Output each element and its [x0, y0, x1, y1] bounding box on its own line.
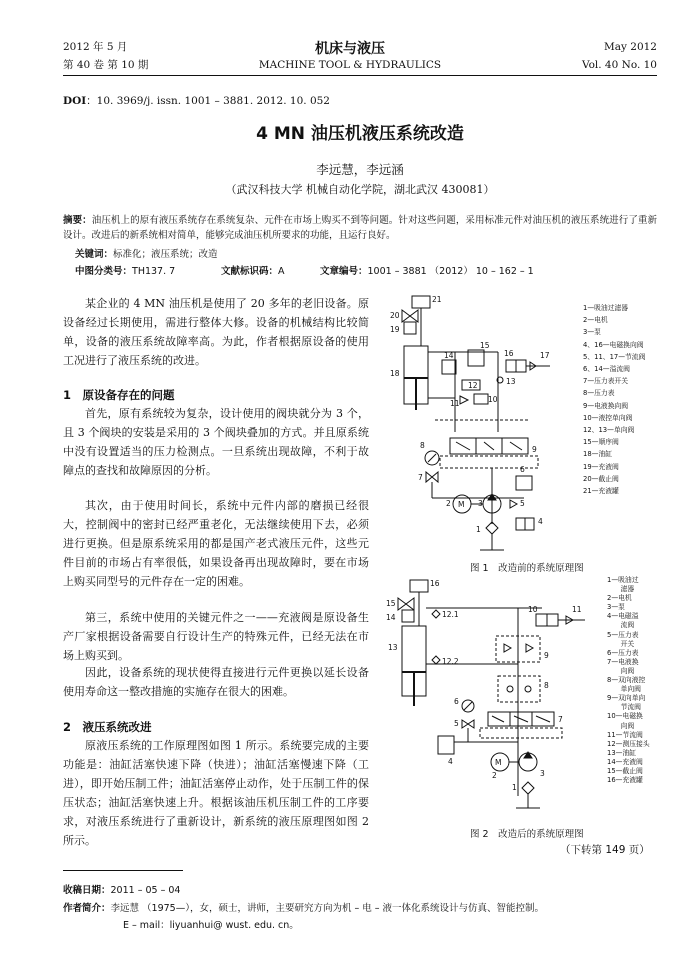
author-email: E – mail：liyuanhui@ wust. edu. cn。	[123, 920, 299, 931]
classification-doc: 文献标识码：A	[221, 266, 285, 277]
paper-authors: 李远慧，李远涵	[316, 162, 404, 177]
fig1-throttle-5	[510, 500, 517, 508]
fig1-relief-6	[516, 476, 532, 490]
fig1-label-7: 7	[418, 473, 423, 482]
fig1-fill-valve-19	[404, 322, 416, 334]
fig2-test-point-12-1	[432, 610, 440, 618]
fig2-label-14: 14	[386, 613, 396, 622]
fig1-label-19: 19	[390, 325, 400, 334]
fig2-label-3: 3	[540, 769, 545, 778]
fig2-stop-valve-15	[398, 598, 414, 610]
paragraph-1: 某企业的 4 MN 油压机是使用了 20 多年的老旧设备。原设备经过长期使用，需进行整体大修。设备的机械结构比较简单，设备的液压系统故障率高。为此，作者根据原设备的使用工况进行了液压系统的改进。	[63, 297, 369, 367]
fig1-label-18: 18	[390, 369, 400, 378]
classification-article: 文章编号：1001 – 3881 （2012） 10 – 162 – 1	[320, 266, 534, 277]
fig2-tank-16	[410, 580, 428, 592]
fig2-labels	[386, 579, 582, 792]
paragraph-6: 原液压系统的工作原理图如图 1 所示。系统要完成的主要功能是：油缸活塞快速下降（快进）；油缸活塞慢速下降（工进），即开始压制工件；油缸活塞停止动作，处于压制工件的保压状态；油缸活塞快速上升。根据该油压机压制工件的工序要求，对液压系统进行了重新设计，新系统的液压原理图如图 2 所示。	[63, 739, 369, 847]
fig2-pilot-check-8	[498, 676, 540, 702]
fig2-label-9: 9	[544, 651, 549, 660]
fig2-label-8: 8	[544, 681, 549, 690]
section-heading-2: 2 液压系统改进	[63, 720, 152, 734]
fig2-label-10: 10	[528, 605, 538, 614]
fig2-label-1: 1	[512, 783, 517, 792]
classification-clc: 中图分类号：TH137. 7	[75, 266, 176, 277]
fig1-label-17: 17	[540, 351, 550, 360]
abstract-label: 摘要：	[63, 215, 92, 226]
fig1-label-5: 5	[520, 499, 525, 508]
figure-1-schematic	[380, 292, 580, 554]
fig1-label-4: 4	[538, 517, 543, 526]
header-date-en: May 2012	[603, 41, 657, 53]
received-label: 收稿日期：	[63, 885, 111, 896]
fig1-label-9: 9	[532, 445, 537, 454]
fig2-label-motor: M	[495, 758, 502, 767]
fig2-filter-1	[522, 782, 534, 794]
fig1-label-8: 8	[420, 441, 425, 450]
header-date: 2012 年 5 月	[63, 41, 128, 53]
fig1-gauge-switch-7	[426, 472, 438, 482]
doi-value: ：10. 3969/j. issn. 1001 – 3881. 2012. 10. 052	[86, 95, 330, 107]
fig2-label-7: 7	[558, 715, 563, 724]
figure-1-legend: 1—吸油过滤器 2—电机 3—泵 4、16—电磁换向阀 5、11、17—节流阀 6、14—溢流阀 7—压力表开关 8—压力表 9—电液换向阀 10—液控单向阀 12、13—单向阀 15—顺序阀 18—油缸 19—充液阀 20—截止阀 21—充液罐	[583, 304, 646, 496]
fig1-tank-21	[412, 296, 430, 308]
fig1-label-12: 12	[468, 381, 478, 390]
fig1-label-motor: M	[458, 500, 465, 509]
fig1-label-2: 2	[446, 499, 451, 508]
abstract	[63, 213, 657, 243]
header-vol-en: Vol. 40 No. 10	[581, 59, 657, 71]
fig1-label-11: 11	[450, 399, 460, 408]
fig1-label-15: 15	[480, 341, 490, 350]
paper-affiliation: （武汉科技大学 机械自动化学院，湖北武汉 430081）	[225, 183, 495, 196]
fig2-label-13: 13	[388, 643, 398, 652]
fig2-label-15: 15	[386, 599, 396, 608]
fig2-label-4: 4	[448, 757, 453, 766]
fig1-stop-valve-20	[402, 310, 418, 322]
doi-label: DOI	[63, 95, 87, 107]
fig1-pilot-check-10	[474, 394, 488, 404]
paragraph-3: 其次，由于使用时间长，系统中元件内部的磨损已经很大，控制阀中的密封已经严重老化，无法继续使用下去，必须进行更换。但是原系统采用的都是国产老式液压元件，这些元件目前的市场占有率很低，如果设备再出现故障时，要在市场上购买同型号的元件存在一定的困难。	[63, 499, 369, 588]
figure-2-legend: 1—吸油过 滤器 2—电机 3—泵 4—电磁溢 流阀 5—压力表 开关 6—压力表 7—电液换 向阀 8—双向液控 单向阀 9—双向单向 节流阀 10—电磁换 向阀 11—节流阀 12—测压接头 13—油缸 14—充液阀 15—截止阀 16—充液罐	[607, 576, 650, 785]
fig2-test-point-12-2	[432, 656, 440, 664]
fig1-label-16: 16	[504, 349, 514, 358]
fig2-relief-4	[438, 736, 454, 754]
abstract-text: 油压机上的原有液压系统存在系统复杂、元件在市场上购买不到等问题。针对这些问题，采用标准元件对油压机的液压系统进行了重新设计。改进后的新系统相对简单，能够完成油压机所要求的功能，且运行良好。	[63, 215, 657, 241]
header-issue: 第 40 卷 第 10 期	[63, 59, 149, 71]
fig1-label-14: 14	[444, 351, 454, 360]
journal-title-cn: 机床与液压	[315, 41, 385, 57]
footnote-rule	[63, 870, 183, 871]
fig2-label-11: 11	[572, 605, 582, 614]
fig2-label-12-2: 12.2	[442, 657, 459, 666]
figure-2-schematic	[380, 576, 600, 818]
keywords	[75, 247, 218, 262]
fig2-label-6: 6	[454, 697, 459, 706]
paper-title: 4 MN 油压机液压系统改造	[256, 124, 464, 144]
fig1-label-21: 21	[432, 295, 442, 304]
received-value: 2011 – 05 – 04	[110, 885, 181, 896]
received-date	[63, 883, 180, 898]
doi-line	[63, 93, 330, 108]
fig1-label-10: 10	[488, 395, 498, 404]
fig1-throttle-11	[460, 396, 468, 404]
fig1-label-3: 3	[478, 499, 483, 508]
continued-note: （下转第 149 页）	[560, 844, 650, 856]
paragraph-5: 因此，设备系统的现状使得直接进行元件更换以延长设备使用寿命这一整改措施的实施存在很大的困难。	[63, 666, 369, 698]
fig1-label-20: 20	[390, 311, 400, 320]
fig2-fill-valve-14	[402, 610, 414, 622]
journal-title-en: MACHINE TOOL & HYDRAULICS	[258, 59, 442, 71]
fig1-relief-valve-14	[442, 360, 456, 374]
fig2-label-12-1: 12.1	[442, 610, 459, 619]
paragraph-4: 第三，系统中使用的关键元件之一——充液阀是原设备生产厂家根据设备需要自行设计生产的特殊元件，已经无法在市场上购买到。	[63, 611, 369, 662]
author-bio-text: 李远慧 （1975—），女，硕士，讲师，主要研究方向为机 – 电 – 液一体化系统设计与仿真、智能控制。	[110, 903, 545, 914]
author-bio-label: 作者简介：	[63, 903, 111, 914]
keywords-label: 关键词：	[75, 249, 114, 260]
fig1-label-1: 1	[476, 525, 481, 534]
paragraph-2: 首先，原有系统较为复杂，设计使用的阀块就分为 3 个，且 3 个阀块的安装是采用的 3 个阀块叠加的方式。并且原系统中没有设置适当的压力检测点。一旦系统出现故障，不利于故障点的查找和故障原因的分析。	[63, 407, 369, 477]
fig1-label-13: 13	[506, 377, 516, 386]
section-heading-1: 1 原设备存在的问题	[63, 388, 175, 402]
keywords-text: 标准化；液压系统；改造	[113, 249, 218, 260]
figure-1-caption: 图 1 改造前的系统原理图	[470, 563, 584, 574]
fig2-label-2: 2	[492, 771, 497, 780]
fig2-label-16: 16	[430, 579, 440, 588]
figure-2-caption: 图 2 改造后的系统原理图	[470, 829, 584, 840]
fig2-label-5: 5	[454, 719, 459, 728]
fig2-gauge-switch-5	[462, 720, 474, 728]
author-bio	[63, 901, 683, 916]
fig1-label-6: 6	[520, 465, 525, 474]
header-rule	[63, 75, 657, 76]
